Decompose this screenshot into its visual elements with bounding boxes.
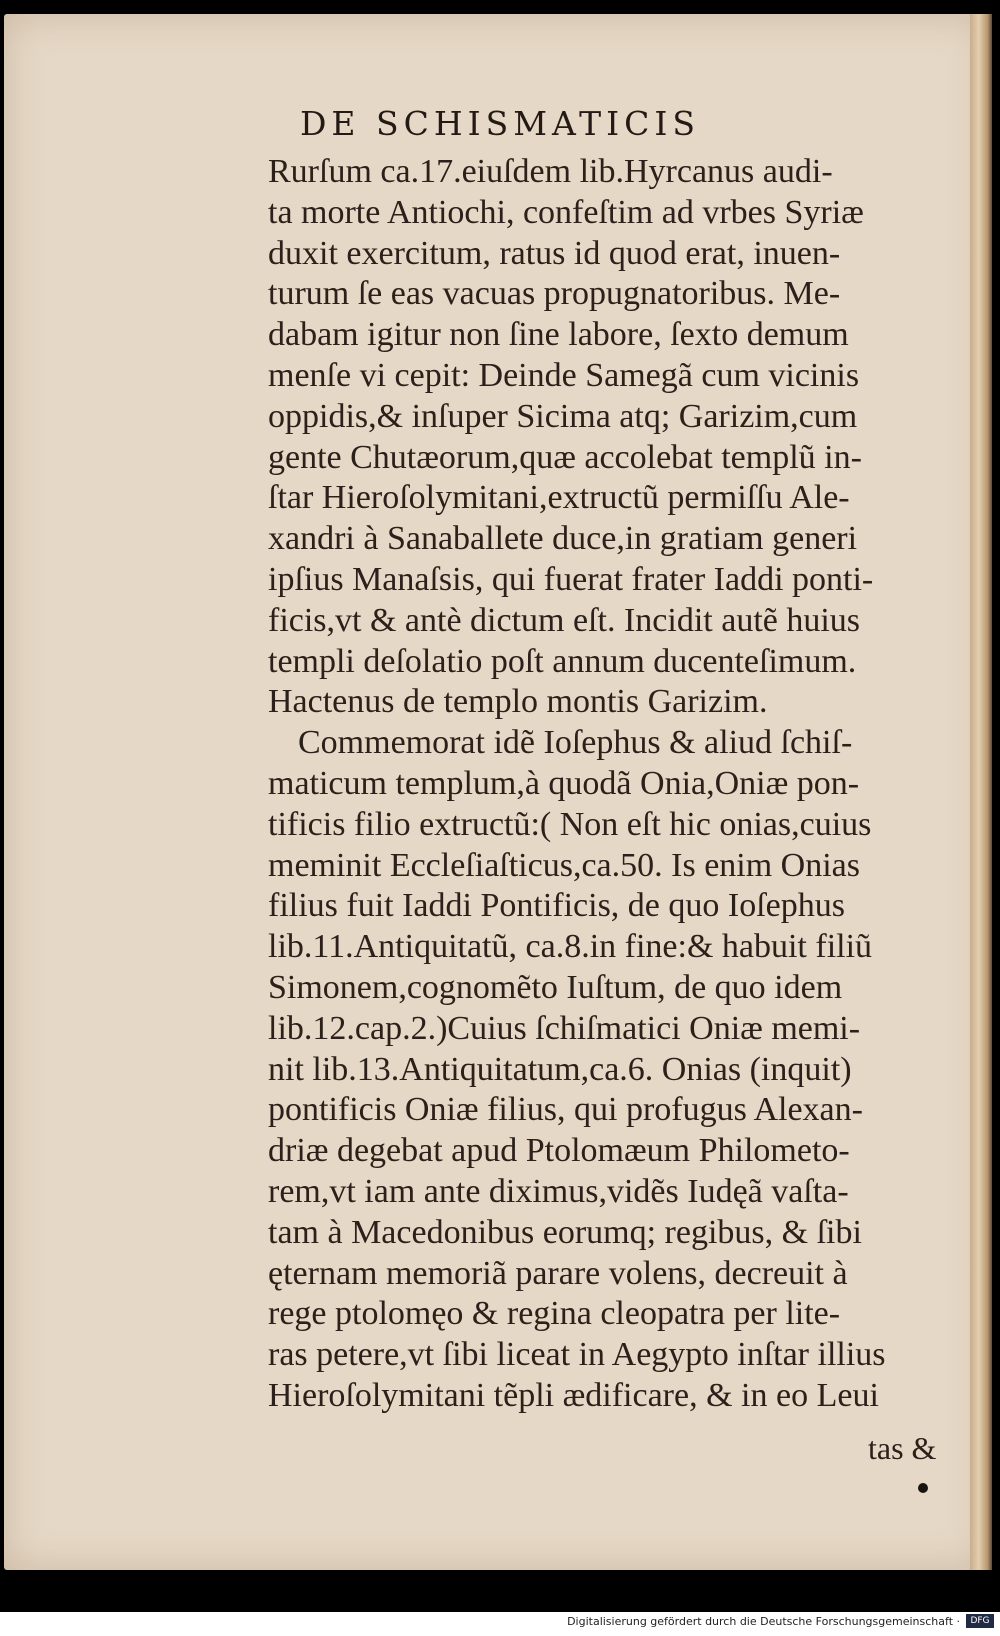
text-line: ras petere,vt ſibi liceat in Aegypto inſtar illius — [268, 1336, 886, 1374]
text-line: rem,vt iam ante diximus,vidẽs Iudęã vaſta- — [268, 1172, 849, 1210]
text-line: ipſius Manaſsis, qui fuerat frater Iaddi ponti- — [268, 560, 874, 598]
catchword: tas & — [868, 1430, 937, 1466]
text-line: duxit exercitum, ratus id quod erat, inuen- — [268, 234, 841, 272]
text-line: ęternam memoriã parare volens, decreuit à — [268, 1254, 848, 1292]
text-line: pontificis Oniæ filius, qui profugus Alexan- — [268, 1091, 863, 1129]
dfg-logo: DFG — [966, 1614, 994, 1628]
body-text — [268, 152, 938, 1417]
text-line: gente Chutæorum,quæ accolebat templũ in- — [268, 438, 862, 476]
text-line: Simonem,cognomẽto Iuſtum, de quo idem — [268, 968, 843, 1006]
text-line: ficis,vt & antè dictum eſt. Incidit autẽ huius — [268, 601, 861, 639]
text-line: maticum templum,à quodã Onia,Oniæ pon- — [268, 764, 860, 802]
ink-dot — [918, 1483, 928, 1493]
text-line: rege ptolomęo & regina cleopatra per lite- — [268, 1295, 841, 1333]
text-line: lib.12.cap.2.)Cuius ſchiſmatici Oniæ memi- — [268, 1009, 861, 1047]
text-line: nit lib.13.Antiquitatum,ca.6. Onias (inquit) — [268, 1050, 852, 1088]
text-line: Hactenus de templo montis Garizim. — [268, 683, 768, 721]
text-line: tam à Macedonibus eorumq; regibus, & ſibi — [268, 1213, 862, 1251]
text-line: turum ſe eas vacuas propugnatoribus. Me- — [268, 275, 841, 313]
text-line: Hieroſolymitani tẽpli ædificare, & in eo Leui — [268, 1376, 879, 1414]
text-line: menſe vi cepit: Deinde Samegã cum vicinis — [268, 356, 860, 394]
text-line: ſtar Hieroſolymitani,extructũ permiſſu Ale- — [268, 479, 850, 517]
text-line: driæ degebat apud Ptolomæum Philometo- — [268, 1132, 850, 1170]
text-line: dabam igitur non ſine labore, ſexto demum — [268, 316, 849, 354]
funding-credit: Digitalisierung gefördert durch die Deutsche Forschungsgemeinschaft · — [567, 1615, 960, 1628]
text-line: lib.11.Antiquitatũ, ca.8.in fine:& habuit filiũ — [268, 928, 873, 966]
text-line: filius fuit Iaddi Pontificis, de quo Ioſephus — [268, 887, 845, 925]
text-line: ta morte Antiochi, confeſtim ad vrbes Syriæ — [268, 193, 864, 231]
text-line: tificis filio extructũ:( Non eſt hic onias,cuius — [268, 805, 872, 843]
running-head: DE SCHISMATICIS — [299, 104, 701, 143]
text-line: xandri à Sanaballete duce,in gratiam generi — [268, 520, 858, 558]
text-line: Rurſum ca.17.eiuſdem lib.Hyrcanus audi- — [268, 153, 833, 190]
text-line: oppidis,& inſuper Sicima atq; Garizim,cum — [268, 397, 858, 435]
text-line: Commemorat idẽ Ioſephus & aliud ſchiſ- — [298, 724, 853, 762]
page-edge — [970, 14, 992, 1570]
text-line: templi deſolatio poſt annum ducenteſimum. — [268, 642, 857, 680]
text-line: meminit Eccleſiaſticus,ca.50. Is enim Onias — [268, 846, 860, 884]
